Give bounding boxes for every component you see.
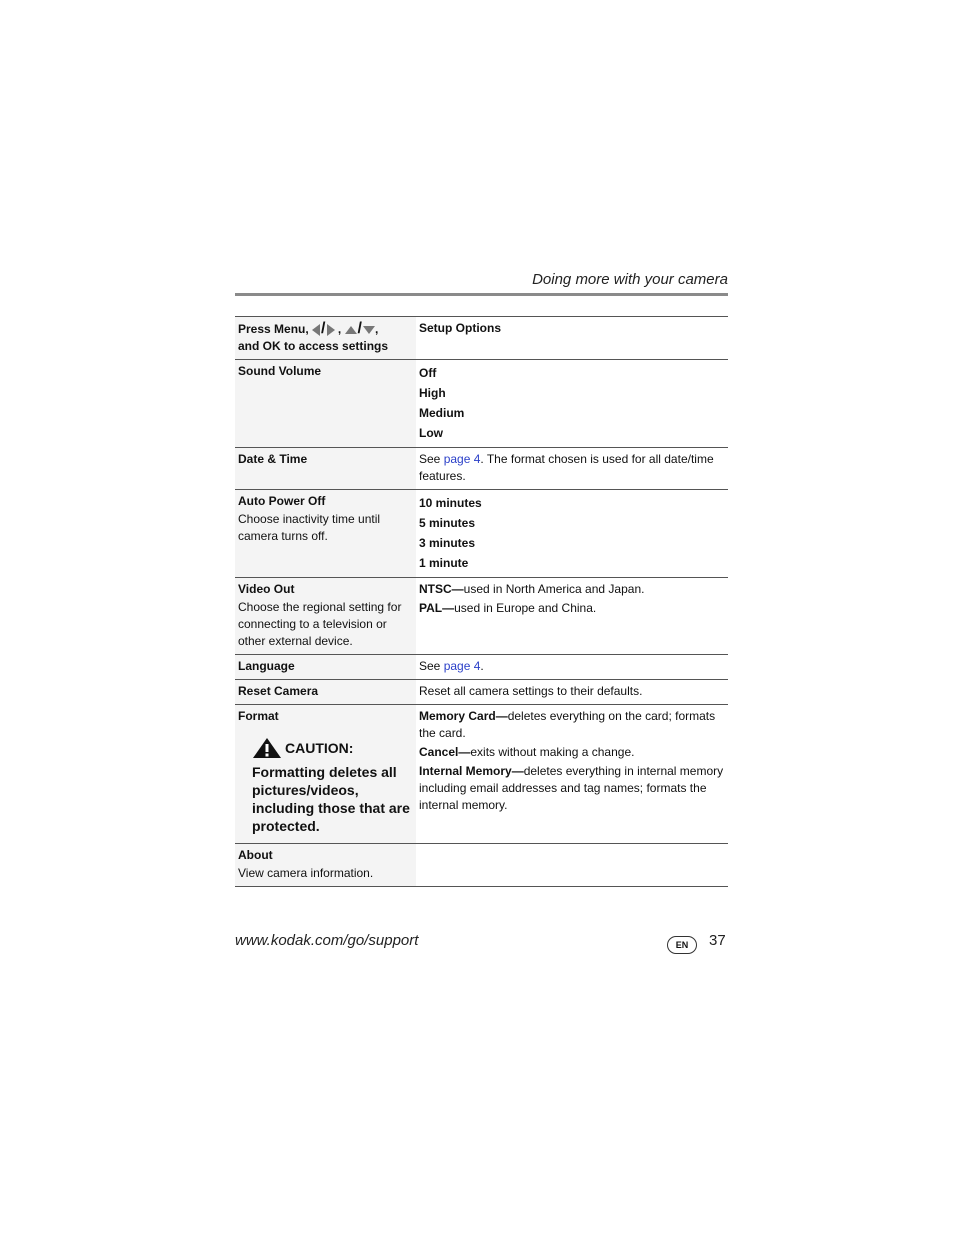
option-cancel bbox=[419, 744, 725, 761]
setting-name-cell bbox=[235, 655, 416, 680]
setting-name-cell bbox=[235, 844, 416, 887]
caution-text: Formatting deletes all pictures/videos, including those that are protected. bbox=[252, 764, 410, 834]
page-link[interactable]: page 4 bbox=[443, 452, 481, 466]
option-term: Memory Card— bbox=[419, 709, 508, 723]
running-head: Doing more with your camera bbox=[532, 271, 728, 288]
option-1-minute: 1 minute bbox=[419, 556, 469, 570]
table-row bbox=[235, 705, 728, 844]
setting-options-cell bbox=[416, 360, 728, 448]
table-row bbox=[235, 490, 728, 578]
table-header-row bbox=[235, 317, 728, 360]
setting-options-cell bbox=[416, 448, 728, 490]
option-term: Internal Memory— bbox=[419, 764, 524, 778]
header-right-cell: Setup Options bbox=[416, 317, 728, 360]
setting-options-cell bbox=[416, 705, 728, 844]
slash-icon: / bbox=[321, 320, 326, 337]
setting-options-cell bbox=[416, 655, 728, 680]
setting-name: Sound Volume bbox=[238, 364, 322, 378]
setting-name-cell bbox=[235, 578, 416, 655]
setting-name-cell bbox=[235, 490, 416, 578]
option-term: PAL— bbox=[419, 601, 455, 615]
setting-options-cell bbox=[416, 578, 728, 655]
option-text: used in Europe and China. bbox=[454, 601, 597, 615]
see-text: See bbox=[419, 659, 444, 673]
setting-options-cell bbox=[416, 680, 728, 705]
header-press-menu: Press Menu, bbox=[238, 322, 309, 336]
page-link[interactable]: page 4 bbox=[443, 659, 481, 673]
setting-options-cell bbox=[416, 490, 728, 578]
setting-description: Choose inactivity time until camera turns off. bbox=[238, 512, 381, 543]
option-off: Off bbox=[419, 366, 437, 380]
option-pal bbox=[419, 600, 725, 617]
setting-options-cell bbox=[416, 844, 728, 887]
description-text: Reset all camera settings to their defaults. bbox=[419, 684, 643, 698]
support-url: www.kodak.com/go/support bbox=[235, 932, 419, 949]
table-row bbox=[235, 655, 728, 680]
setting-description: View camera information. bbox=[238, 866, 374, 880]
option-10-minutes: 10 minutes bbox=[419, 496, 482, 510]
option-3-minutes: 3 minutes bbox=[419, 536, 476, 550]
option-5-minutes: 5 minutes bbox=[419, 516, 476, 530]
setting-name: Reset Camera bbox=[238, 684, 319, 698]
header-comma: , bbox=[374, 322, 379, 336]
warning-icon bbox=[252, 737, 282, 763]
option-high: High bbox=[419, 386, 446, 400]
see-text: See bbox=[419, 452, 444, 466]
setting-name: Date & Time bbox=[238, 452, 308, 466]
option-ntsc bbox=[419, 581, 725, 598]
table-row bbox=[235, 680, 728, 705]
header-left-cell bbox=[235, 317, 416, 360]
setting-name-cell bbox=[235, 705, 416, 844]
option-text: deletes everything in internal memory including email addresses and tag names; formats the internal memory. bbox=[419, 764, 724, 812]
page-number: 37 bbox=[709, 932, 726, 949]
option-memory-card bbox=[419, 708, 725, 742]
option-text: deletes everything on the card; formats the card. bbox=[419, 709, 716, 740]
setting-name-cell bbox=[235, 360, 416, 448]
settings-table bbox=[235, 316, 728, 887]
arrow-up-icon bbox=[345, 326, 357, 334]
table-row bbox=[235, 448, 728, 490]
slash-icon: / bbox=[357, 320, 362, 337]
setting-description: Choose the regional setting for connecting to a television or other external device. bbox=[238, 600, 402, 648]
description-text: . The format chosen is used for all date/time features. bbox=[419, 452, 714, 483]
setting-name-cell bbox=[235, 448, 416, 490]
option-medium: Medium bbox=[419, 406, 465, 420]
arrow-right-icon bbox=[327, 324, 335, 336]
header-ok-text: and OK to access settings bbox=[238, 339, 389, 353]
table-row bbox=[235, 844, 728, 887]
table-row bbox=[235, 578, 728, 655]
setting-name: Language bbox=[238, 659, 295, 673]
option-text: exits without making a change. bbox=[470, 745, 635, 759]
table-row bbox=[235, 360, 728, 448]
option-term: Cancel— bbox=[419, 745, 471, 759]
description-text: . bbox=[480, 659, 484, 673]
header-comma: , bbox=[337, 322, 342, 336]
option-text: used in North America and Japan. bbox=[463, 582, 645, 596]
arrow-down-icon bbox=[363, 326, 375, 334]
setting-name: Video Out bbox=[238, 582, 295, 596]
caution-block bbox=[252, 737, 413, 835]
option-low: Low bbox=[419, 426, 443, 440]
option-internal-memory bbox=[419, 763, 725, 814]
setting-name: Auto Power Off bbox=[238, 494, 326, 508]
arrow-left-icon bbox=[312, 324, 320, 336]
setting-name: Format bbox=[238, 709, 279, 723]
language-badge: EN bbox=[667, 936, 697, 954]
header-rule bbox=[235, 293, 728, 296]
setting-name-cell bbox=[235, 680, 416, 705]
setting-name: About bbox=[238, 848, 273, 862]
caution-label: CAUTION: bbox=[285, 740, 354, 756]
option-term: NTSC— bbox=[419, 582, 464, 596]
